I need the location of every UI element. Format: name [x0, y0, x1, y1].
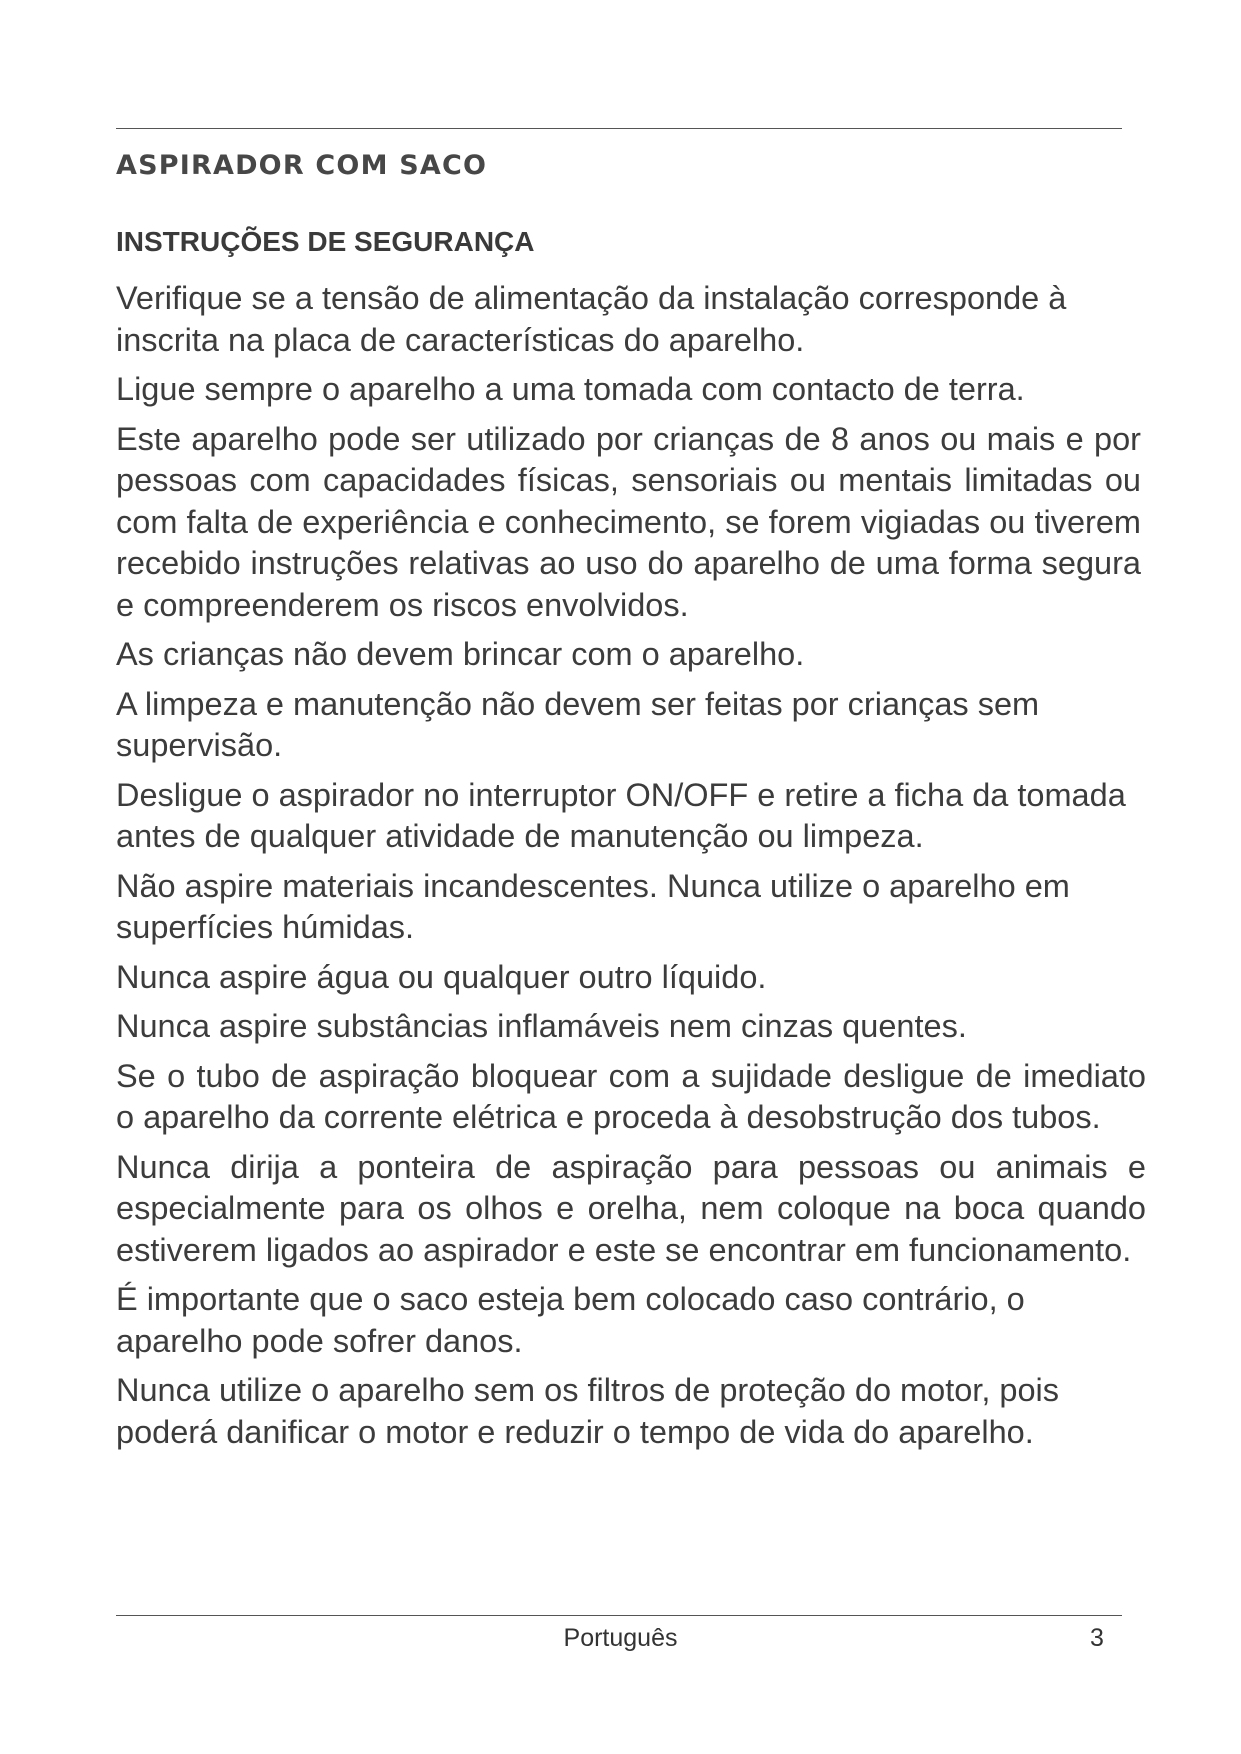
instruction-paragraph: Nunca aspire água ou qualquer outro líquido. [116, 958, 767, 995]
top-divider [116, 128, 1122, 129]
instruction-paragraph: A limpeza e manutenção não devem ser feitas por crianças sem supervisão. [116, 685, 1040, 763]
instruction-paragraph: É importante que o saco esteja bem colocado caso contrário, o aparelho pode sofrer danos. [116, 1281, 1025, 1359]
instruction-paragraph: Verifique se a tensão de alimentação da instalação corresponde à inscrita na placa de características do aparelho. [116, 280, 1067, 358]
instruction-paragraph: Desligue o aspirador no interruptor ON/OFF e retire a ficha da tomada antes de qualquer atividade de manutenção ou limpeza. [116, 776, 1126, 854]
instructions-body [116, 278, 1146, 1461]
instruction-paragraph: As crianças não devem brincar com o aparelho. [116, 636, 805, 672]
footer-language: Português [563, 1624, 678, 1652]
safety-heading: INSTRUÇÕES DE SEGURANÇA [116, 226, 535, 257]
page-number: 3 [1090, 1624, 1104, 1652]
instruction-paragraph: Nunca utilize o aparelho sem os filtros de proteção do motor, pois poderá danificar o motor e reduzir o tempo de vida do aparelho. [116, 1372, 1060, 1450]
instruction-paragraph: Este aparelho pode ser utilizado por crianças de 8 anos ou mais e por pessoas com capacidades físicas, sensoriais ou mentais limitadas ou com falta de experiência e conhecimento, se forem vigiadas ou tiverem recebido instruções relativas ao uso do aparelho de uma forma segura e compreenderem os riscos envolvidos. [116, 420, 1141, 623]
instruction-paragraph: Nunca aspire substâncias inflamáveis nem cinzas quentes. [116, 1008, 967, 1044]
instruction-paragraph: Nunca dirija a ponteira de aspiração para pessoas ou animais e especialmente para os olhos e orelha, nem coloque na boca quando estiverem ligados ao aspirador e este se encontrar em funcionamento. [116, 1148, 1146, 1268]
instruction-paragraph: Não aspire materiais incandescentes. Nunca utilize o aparelho em superfícies húmidas. [116, 867, 1070, 945]
section-title: ASPIRADOR COM SACO [116, 150, 488, 181]
instruction-paragraph: Se o tubo de aspiração bloquear com a sujidade desligue de imediato o aparelho da corrente elétrica e proceda à desobstrução dos tubos. [116, 1057, 1146, 1135]
instruction-paragraph: Ligue sempre o aparelho a uma tomada com contacto de terra. [116, 371, 1025, 407]
bottom-divider [116, 1615, 1122, 1616]
